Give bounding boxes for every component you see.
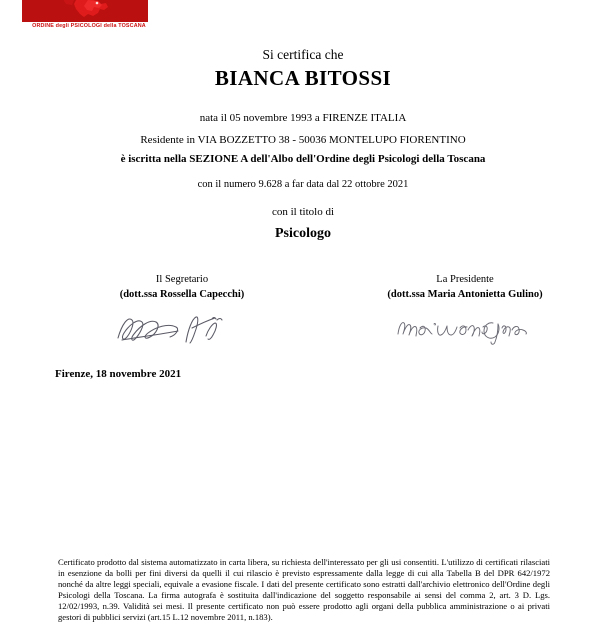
certificate-intro-text: Si certifica che <box>262 47 344 62</box>
place-and-date: Firenze, 18 novembre 2021 <box>55 368 182 380</box>
footer-legal-note: Certificato prodotto dal sistema automatizzato in carta libera, su richiesta dell'interessato per gli usi consentiti. L'utilizzo di certificati rilasciati in esenzione da bolli per fini diversi da quelli il cui rilascio è previsto espressamente dalla legge di cui alla Tabella B del DPR 642/1972 nonché da altre leggi speciali, equivale a evasione fiscale. I dati del presente certificato sono estratti dall'archivio elettronico dell'Ordine degli Psicologi della Toscana. La firma autografa è sostituita dall'indicazione del soggetto responsabile ai sensi del comma 2, art. 3 D. Lgs. 12/02/1993, n.39. Validità sei mesi. Il presente certificato non può essere prodotto agli organi della pubblica amministrazione o ai privati gestori di pubblici servizi (art.15 L.12 novembre 2011, n.183). <box>58 557 550 623</box>
organization-logo <box>18 0 160 32</box>
signature-block-secretary <box>42 274 322 350</box>
certificate-title-value: Psicologo <box>275 226 331 241</box>
president-name-label: (dott.ssa Maria Antonietta Gulino) <box>387 289 543 300</box>
secretary-handwritten-signature <box>42 306 322 350</box>
president-handwritten-signature <box>340 306 590 350</box>
certificate-registration-number-line: con il numero 9.628 a far data dal 22 ottobre 2021 <box>197 179 409 190</box>
president-role-label: La Presidente <box>436 274 494 285</box>
logo-caption: ORDINE degli PSICOLOGI della TOSCANA <box>32 23 146 29</box>
secretary-name-label: (dott.ssa Rossella Capecchi) <box>119 289 245 300</box>
certificate-birth-line: nata il 05 novembre 1993 a FIRENZE ITALIA <box>199 112 407 124</box>
secretary-role-label: Il Segretario <box>155 274 209 285</box>
certificate-person-name: BIANCA BITOSSI <box>214 66 392 90</box>
certificate-residence-line: Residente in VIA BOZZETTO 38 - 50036 MONTELUPO FIORENTINO <box>140 134 466 146</box>
signature-block-president <box>340 274 590 350</box>
certificate-section-line: è iscritta nella SEZIONE A dell'Albo dell'Ordine degli Psicologi della Toscana <box>120 153 486 165</box>
tuscany-region-silhouette-icon <box>22 0 148 22</box>
certificate-title-label: con il titolo di <box>271 206 335 218</box>
